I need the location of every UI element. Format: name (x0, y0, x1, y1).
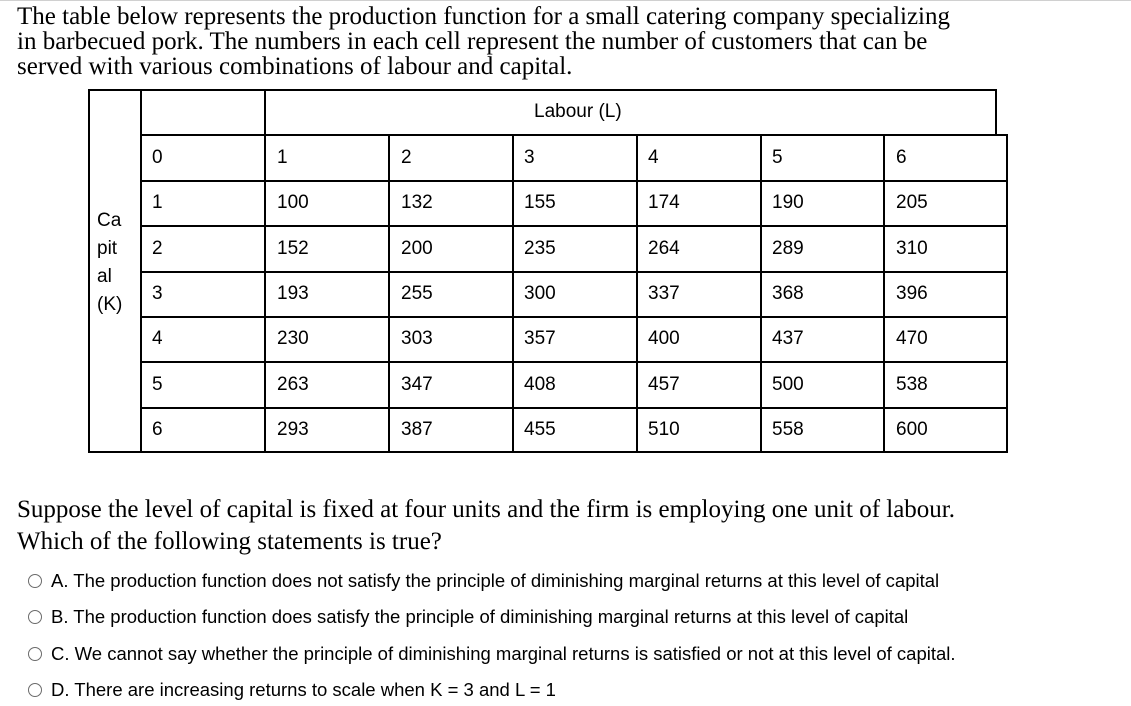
output-cell: 310 (896, 238, 928, 259)
output-cell: 510 (648, 419, 680, 440)
output-cell: 455 (524, 419, 556, 440)
capital-label-line: pit (97, 238, 118, 259)
capital-value-cell: 5 (152, 374, 163, 395)
table-line (512, 134, 514, 453)
output-cell: 600 (896, 419, 928, 440)
table-line (140, 225, 1008, 227)
capital-value-cell: 3 (152, 283, 163, 304)
output-cell: 155 (524, 192, 556, 213)
table-line (140, 407, 1008, 409)
output-cell: 255 (401, 283, 433, 304)
output-cell: 558 (772, 419, 804, 440)
output-cell: 132 (401, 192, 433, 213)
output-cell: 303 (401, 328, 433, 349)
capital-label-line: al (97, 266, 112, 287)
output-cell: 264 (648, 238, 680, 259)
output-cell: 387 (401, 419, 433, 440)
top-divider (0, 0, 1131, 1)
output-cell: 193 (277, 283, 309, 304)
radio-icon[interactable] (28, 647, 42, 661)
table-line (995, 89, 997, 136)
option-a[interactable] (28, 567, 939, 595)
table-line (140, 89, 142, 453)
output-cell: 400 (648, 328, 680, 349)
table-border-bottom (88, 451, 1008, 453)
output-cell: 235 (524, 238, 556, 259)
output-cell: 357 (524, 328, 556, 349)
intro-line: in barbecued pork. The numbers in each cell represent the number of customers that can be (17, 28, 928, 55)
option-d[interactable] (28, 676, 556, 704)
capital-value-cell: 1 (152, 192, 163, 213)
output-cell: 190 (772, 192, 804, 213)
output-cell: 457 (648, 374, 680, 395)
output-cell: 300 (524, 283, 556, 304)
table-line (883, 134, 885, 453)
output-cell: 538 (896, 374, 928, 395)
radio-icon[interactable] (28, 574, 42, 588)
question-text (17, 494, 1117, 558)
output-cell: 293 (277, 419, 309, 440)
capital-value-cell: 6 (152, 419, 163, 440)
output-cell: 396 (896, 283, 928, 304)
table-line (140, 361, 1008, 363)
table-line (140, 180, 1008, 182)
capital-value-cell: 2 (152, 238, 163, 259)
intro-line: served with various combinations of labour and capital. (17, 53, 573, 80)
output-cell: 263 (277, 374, 309, 395)
capital-value-cell: 0 (152, 147, 163, 168)
option-label: A. The production function does not satisfy the principle of diminishing marginal returns at this level of capital (51, 570, 940, 591)
capital-label-line: (K) (97, 294, 123, 315)
capital-label (97, 207, 137, 319)
output-cell: 200 (401, 238, 433, 259)
table-line (140, 271, 1008, 273)
option-label: D. There are increasing returns to scale when K = 3 and L = 1 (51, 679, 556, 700)
output-cell: 408 (524, 374, 556, 395)
output-cell: 437 (772, 328, 804, 349)
table-line (636, 134, 638, 453)
table-line (140, 316, 1008, 318)
output-cell: 205 (896, 192, 928, 213)
intro-paragraph (17, 4, 1117, 79)
table-line (264, 89, 266, 453)
output-cell: 152 (277, 238, 309, 259)
output-cell: 174 (648, 192, 680, 213)
table-border-top (88, 89, 997, 91)
option-label: C. We cannot say whether the principle of diminishing marginal returns is satisfied or not at this level of capital. (51, 643, 956, 664)
output-cell: 337 (648, 283, 680, 304)
intro-line: The table below represents the production function for a small catering company specializing (17, 3, 951, 30)
table-border-left (88, 89, 90, 453)
labour-value-cell: 5 (772, 147, 783, 168)
radio-icon[interactable] (28, 610, 42, 624)
labour-value-cell: 3 (524, 147, 535, 168)
labour-value-cell: 1 (277, 147, 288, 168)
table-border-right (1006, 134, 1008, 453)
option-c[interactable] (28, 640, 956, 668)
option-label: B. The production function does satisfy the principle of diminishing marginal returns at this level of capital (51, 606, 909, 627)
output-cell: 347 (401, 374, 433, 395)
table-line (760, 134, 762, 453)
output-cell: 230 (277, 328, 309, 349)
labour-value-cell: 6 (896, 147, 907, 168)
labour-value-cell: 2 (401, 147, 412, 168)
output-cell: 500 (772, 374, 804, 395)
labour-header: Labour (L) (534, 101, 622, 122)
capital-label-line: Ca (97, 210, 122, 231)
output-cell: 100 (277, 192, 309, 213)
labour-value-cell: 4 (648, 147, 659, 168)
capital-value-cell: 4 (152, 328, 163, 349)
output-cell: 470 (896, 328, 928, 349)
output-cell: 289 (772, 238, 804, 259)
output-cell: 368 (772, 283, 804, 304)
question-line: Suppose the level of capital is fixed at four units and the firm is employing one unit of labour. (17, 496, 956, 523)
table-line (140, 134, 1008, 136)
radio-icon[interactable] (28, 683, 42, 697)
option-b[interactable] (28, 603, 908, 631)
table-line (388, 134, 390, 453)
question-line: Which of the following statements is true? (17, 528, 442, 555)
